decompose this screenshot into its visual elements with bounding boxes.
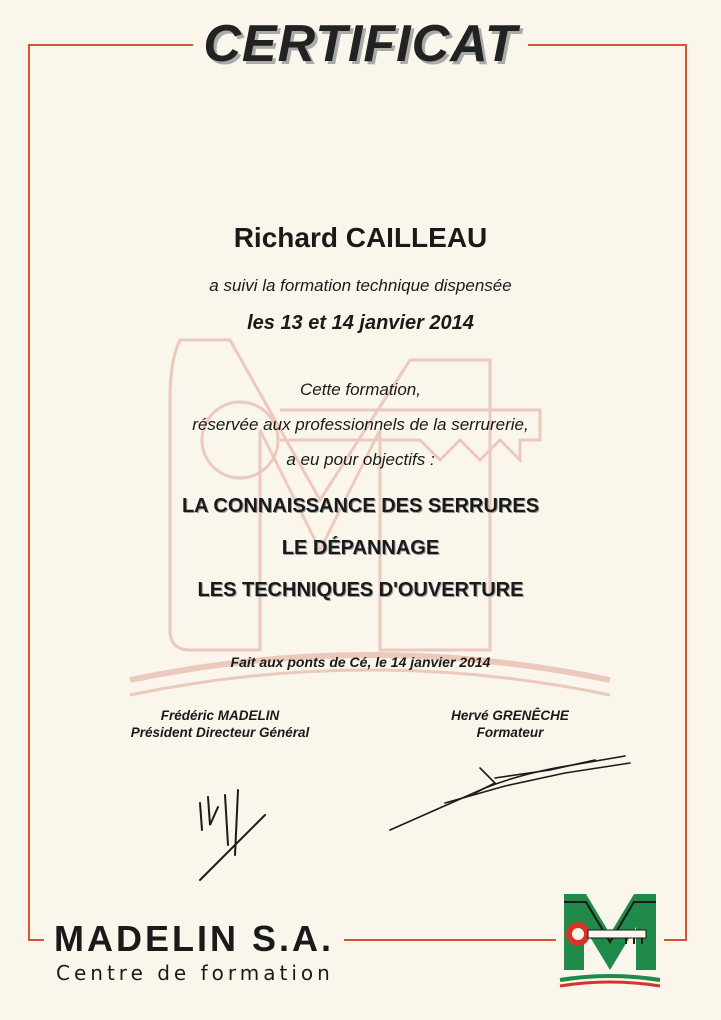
madelin-logo-icon — [556, 882, 664, 992]
certificate-title: CERTIFICAT — [193, 14, 527, 74]
signatory-left-name: Frédéric MADELIN — [160, 708, 280, 723]
company-subtitle: Centre de formation — [56, 961, 334, 985]
objective-3: LES TECHNIQUES D'OUVERTURE — [197, 579, 524, 601]
place-date: Fait aux ponts de Cé, le 14 janvier 2014 — [230, 654, 491, 670]
company-block — [44, 917, 344, 985]
title-wrap — [0, 14, 721, 74]
objective-1: LA CONNAISSANCE DES SERRURES — [181, 495, 540, 517]
recipient-name: Richard CAILLEAU — [233, 222, 488, 253]
signatory-right — [420, 707, 600, 741]
training-dates: les 13 et 14 janvier 2014 — [247, 312, 474, 334]
signature-right-icon — [385, 748, 635, 838]
intro-line-2: réservée aux professionnels de la serrurerie, — [192, 415, 529, 434]
signatory-right-role: Formateur — [476, 725, 544, 740]
followed-line: a suivi la formation technique dispensée — [209, 276, 512, 295]
signature-left-icon — [180, 785, 280, 885]
signatory-right-name: Hervé GRENÊCHE — [451, 708, 569, 723]
signatory-left — [110, 707, 330, 741]
objective-2: LE DÉPANNAGE — [281, 537, 440, 559]
intro-line-3: a eu pour objectifs : — [286, 450, 435, 469]
intro-line-1: Cette formation, — [300, 380, 421, 399]
company-name: MADELIN S.A. — [44, 917, 344, 961]
signatory-left-role: Président Directeur Général — [130, 725, 310, 740]
